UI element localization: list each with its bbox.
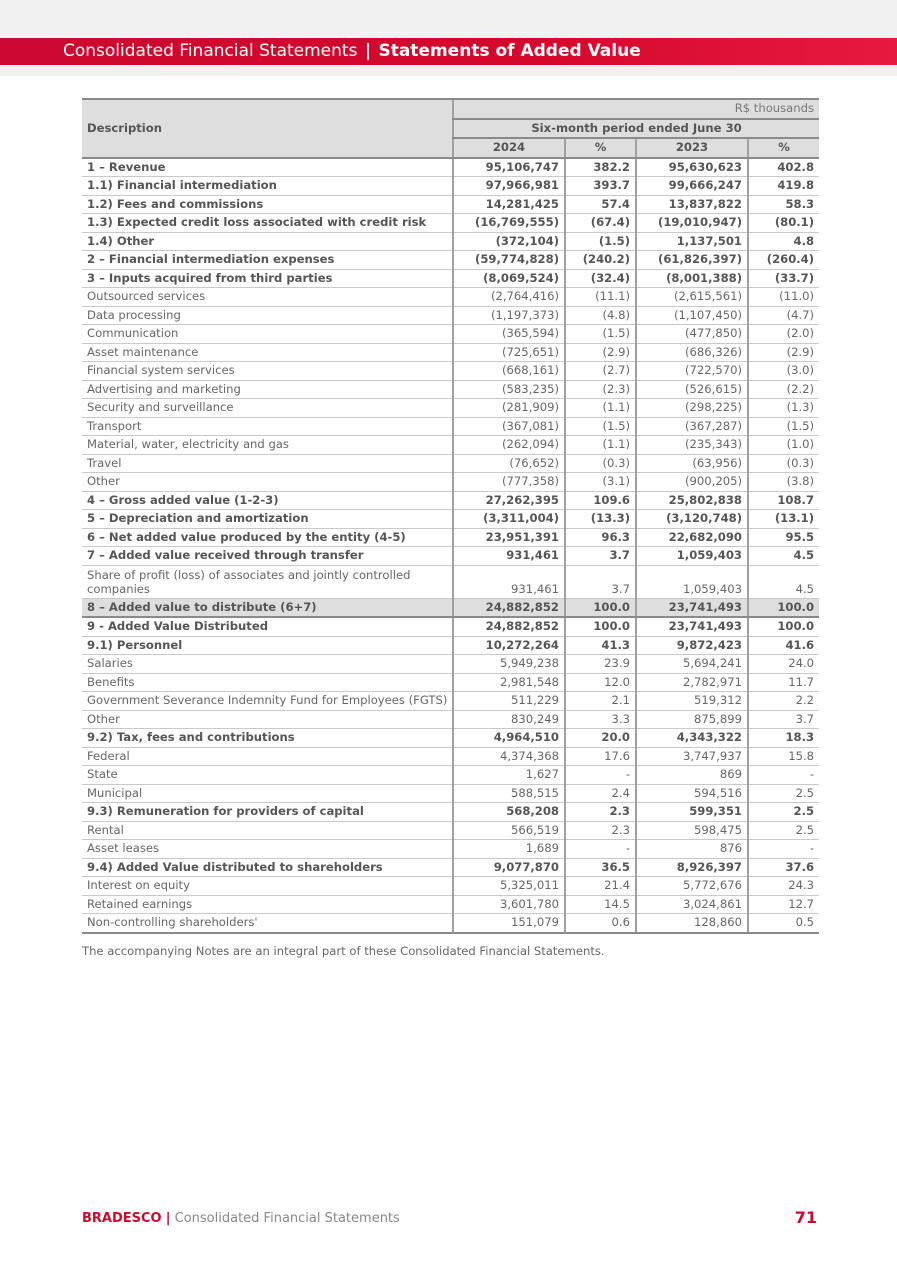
pct-2023: 12.7 xyxy=(748,895,819,914)
table-row xyxy=(82,269,819,288)
value-2023: 876 xyxy=(636,840,748,859)
row-label: Travel xyxy=(82,454,453,473)
table-row xyxy=(82,491,819,510)
value-2024: (668,161) xyxy=(453,362,565,381)
table-row xyxy=(82,729,819,748)
table-row xyxy=(82,692,819,711)
pct-2024: (2.9) xyxy=(565,343,636,362)
value-2023: (477,850) xyxy=(636,325,748,344)
value-2023: (1,107,450) xyxy=(636,306,748,325)
value-2023: (61,826,397) xyxy=(636,251,748,270)
value-2024: (367,081) xyxy=(453,417,565,436)
table-row xyxy=(82,784,819,803)
table-row xyxy=(82,710,819,729)
pct-2023: 0.5 xyxy=(748,914,819,933)
value-2024: 5,949,238 xyxy=(453,655,565,674)
footnote: The accompanying Notes are an integral part of these Consolidated Financial Statements. xyxy=(82,944,605,958)
table-row xyxy=(82,380,819,399)
value-2023: 99,666,247 xyxy=(636,177,748,196)
pct-2024: (32.4) xyxy=(565,269,636,288)
pct-2023: 11.7 xyxy=(748,673,819,692)
table-row xyxy=(82,473,819,492)
table-row xyxy=(82,821,819,840)
pct-2024: 3.7 xyxy=(565,547,636,566)
table-row xyxy=(82,288,819,307)
table-row xyxy=(82,528,819,547)
value-2024: (777,358) xyxy=(453,473,565,492)
pct-2023: 15.8 xyxy=(748,747,819,766)
pct-2024: 2.1 xyxy=(565,692,636,711)
table-row xyxy=(82,655,819,674)
pct-2024: 12.0 xyxy=(565,673,636,692)
value-2023: 13,837,822 xyxy=(636,195,748,214)
value-2023: 875,899 xyxy=(636,710,748,729)
pct-2024: 2.3 xyxy=(565,821,636,840)
value-2024: (281,909) xyxy=(453,399,565,418)
pct-2023: 4.5 xyxy=(748,547,819,566)
pct-2024: (1.5) xyxy=(565,325,636,344)
value-2024: 830,249 xyxy=(453,710,565,729)
value-2024: (372,104) xyxy=(453,232,565,251)
row-label: Other xyxy=(82,473,453,492)
table-row xyxy=(82,617,819,636)
value-2024: 3,601,780 xyxy=(453,895,565,914)
table-row xyxy=(82,306,819,325)
row-label: 1.3) Expected credit loss associated with credit risk xyxy=(82,214,453,233)
pct-2023: 41.6 xyxy=(748,636,819,655)
pct-2023: 24.3 xyxy=(748,877,819,896)
value-2024: 23,951,391 xyxy=(453,528,565,547)
table-row xyxy=(82,840,819,859)
col-header-2024: 2024 xyxy=(453,138,565,158)
value-2023: (686,326) xyxy=(636,343,748,362)
pct-2024: 3.3 xyxy=(565,710,636,729)
value-2024: (59,774,828) xyxy=(453,251,565,270)
pct-2024: (4.8) xyxy=(565,306,636,325)
footer-brand: BRADESCO xyxy=(82,1211,162,1226)
value-2023: (3,120,748) xyxy=(636,510,748,529)
value-2023: (19,010,947) xyxy=(636,214,748,233)
pct-2024: (1.5) xyxy=(565,417,636,436)
table-row xyxy=(82,343,819,362)
pct-2024: 17.6 xyxy=(565,747,636,766)
value-2024: (2,764,416) xyxy=(453,288,565,307)
table-row xyxy=(82,158,819,177)
row-label: Municipal xyxy=(82,784,453,803)
value-2024: 568,208 xyxy=(453,803,565,822)
pct-2024: (0.3) xyxy=(565,454,636,473)
pct-2023: (1.5) xyxy=(748,417,819,436)
value-2024: 511,229 xyxy=(453,692,565,711)
pct-2024: 0.6 xyxy=(565,914,636,933)
pct-2023: (3.8) xyxy=(748,473,819,492)
row-label: Rental xyxy=(82,821,453,840)
pct-2024: 2.3 xyxy=(565,803,636,822)
pct-2023: (1.0) xyxy=(748,436,819,455)
pct-2024: (11.1) xyxy=(565,288,636,307)
pct-2023: (11.0) xyxy=(748,288,819,307)
row-label: 1.2) Fees and commissions xyxy=(82,195,453,214)
pct-2023: - xyxy=(748,766,819,785)
value-2024: 97,966,981 xyxy=(453,177,565,196)
value-2023: 1,059,403 xyxy=(636,565,748,598)
value-2024: (8,069,524) xyxy=(453,269,565,288)
value-2023: 3,024,861 xyxy=(636,895,748,914)
pct-2023: 58.3 xyxy=(748,195,819,214)
table-row xyxy=(82,803,819,822)
value-2023: (298,225) xyxy=(636,399,748,418)
row-label: 1.1) Financial intermediation xyxy=(82,177,453,196)
row-label: 7 – Added value received through transfer xyxy=(82,547,453,566)
period-header: Six-month period ended June 30 xyxy=(453,119,819,139)
value-2024: 5,325,011 xyxy=(453,877,565,896)
section-banner xyxy=(0,38,897,65)
table-row xyxy=(82,325,819,344)
value-2024: 588,515 xyxy=(453,784,565,803)
pct-2023: 108.7 xyxy=(748,491,819,510)
value-2023: (63,956) xyxy=(636,454,748,473)
pct-2023: - xyxy=(748,840,819,859)
pct-2023: 3.7 xyxy=(748,710,819,729)
value-2024: 24,882,852 xyxy=(453,617,565,636)
value-2024: (16,769,555) xyxy=(453,214,565,233)
pct-2023: 2.5 xyxy=(748,803,819,822)
value-2023: 25,802,838 xyxy=(636,491,748,510)
pct-2023: (2.2) xyxy=(748,380,819,399)
pct-2024: - xyxy=(565,840,636,859)
pct-2024: (2.3) xyxy=(565,380,636,399)
table-row xyxy=(82,214,819,233)
added-value-table xyxy=(82,98,819,934)
row-label: 1.4) Other xyxy=(82,232,453,251)
value-2023: 1,137,501 xyxy=(636,232,748,251)
row-label: Other xyxy=(82,710,453,729)
col-header-pct-2024: % xyxy=(565,138,636,158)
pct-2023: 100.0 xyxy=(748,617,819,636)
pct-2024: 393.7 xyxy=(565,177,636,196)
row-label: Transport xyxy=(82,417,453,436)
pct-2023: (13.1) xyxy=(748,510,819,529)
row-label: Asset leases xyxy=(82,840,453,859)
value-2024: (365,594) xyxy=(453,325,565,344)
pct-2023: 4.5 xyxy=(748,565,819,598)
value-2023: 5,694,241 xyxy=(636,655,748,674)
table-row xyxy=(82,454,819,473)
pct-2023: 18.3 xyxy=(748,729,819,748)
value-2023: 2,782,971 xyxy=(636,673,748,692)
pct-2023: 95.5 xyxy=(748,528,819,547)
row-label: Share of profit (loss) of associates and jointly controlled companies xyxy=(82,565,453,598)
table-row xyxy=(82,598,819,617)
pct-2024: (13.3) xyxy=(565,510,636,529)
table-row xyxy=(82,417,819,436)
value-2023: 3,747,937 xyxy=(636,747,748,766)
value-2024: 931,461 xyxy=(453,547,565,566)
pct-2024: 2.4 xyxy=(565,784,636,803)
col-header-2023: 2023 xyxy=(636,138,748,158)
table-row xyxy=(82,877,819,896)
row-label: Outsourced services xyxy=(82,288,453,307)
pct-2023: 100.0 xyxy=(748,598,819,617)
pct-2024: 100.0 xyxy=(565,598,636,617)
row-label: 6 – Net added value produced by the entity (4-5) xyxy=(82,528,453,547)
pct-2023: 2.5 xyxy=(748,821,819,840)
unit-label: R$ thousands xyxy=(453,99,819,119)
footer-separator: | xyxy=(165,1211,171,1226)
pct-2023: (0.3) xyxy=(748,454,819,473)
row-label: Non-controlling shareholders' xyxy=(82,914,453,933)
value-2023: 519,312 xyxy=(636,692,748,711)
row-label: 5 – Depreciation and amortization xyxy=(82,510,453,529)
value-2023: 128,860 xyxy=(636,914,748,933)
table-row xyxy=(82,232,819,251)
banner-separator: | xyxy=(364,41,372,61)
value-2023: 869 xyxy=(636,766,748,785)
pct-2024: (1.5) xyxy=(565,232,636,251)
banner-section-title: Consolidated Financial Statements xyxy=(63,41,358,61)
table-row xyxy=(82,362,819,381)
row-label: 9.1) Personnel xyxy=(82,636,453,655)
pct-2024: 41.3 xyxy=(565,636,636,655)
value-2023: (722,570) xyxy=(636,362,748,381)
pct-2023: (260.4) xyxy=(748,251,819,270)
row-label: 2 – Financial intermediation expenses xyxy=(82,251,453,270)
table-body xyxy=(82,158,819,933)
value-2023: (367,287) xyxy=(636,417,748,436)
value-2023: 23,741,493 xyxy=(636,617,748,636)
pct-2024: 3.7 xyxy=(565,565,636,598)
value-2024: 566,519 xyxy=(453,821,565,840)
footer-title: Consolidated Financial Statements xyxy=(174,1211,400,1226)
value-2024: (3,311,004) xyxy=(453,510,565,529)
pct-2023: (3.0) xyxy=(748,362,819,381)
value-2024: (725,651) xyxy=(453,343,565,362)
pct-2023: 2.2 xyxy=(748,692,819,711)
value-2024: 14,281,425 xyxy=(453,195,565,214)
row-label: Benefits xyxy=(82,673,453,692)
pct-2023: 24.0 xyxy=(748,655,819,674)
table-row xyxy=(82,895,819,914)
value-2023: 594,516 xyxy=(636,784,748,803)
row-label: 9 - Added Value Distributed xyxy=(82,617,453,636)
pct-2024: (67.4) xyxy=(565,214,636,233)
pct-2024: 23.9 xyxy=(565,655,636,674)
pct-2023: 37.6 xyxy=(748,858,819,877)
row-label: Interest on equity xyxy=(82,877,453,896)
row-label: 3 – Inputs acquired from third parties xyxy=(82,269,453,288)
value-2024: (583,235) xyxy=(453,380,565,399)
table-row xyxy=(82,436,819,455)
page-number: 71 xyxy=(794,1208,817,1227)
value-2023: 22,682,090 xyxy=(636,528,748,547)
row-label: Retained earnings xyxy=(82,895,453,914)
row-label: 9.2) Tax, fees and contributions xyxy=(82,729,453,748)
value-2023: 4,343,322 xyxy=(636,729,748,748)
table-row xyxy=(82,399,819,418)
table-row xyxy=(82,177,819,196)
value-2024: 9,077,870 xyxy=(453,858,565,877)
value-2023: 5,772,676 xyxy=(636,877,748,896)
pct-2023: (4.7) xyxy=(748,306,819,325)
col-header-pct-2023: % xyxy=(748,138,819,158)
value-2023: (526,615) xyxy=(636,380,748,399)
row-label: State xyxy=(82,766,453,785)
row-label: Salaries xyxy=(82,655,453,674)
pct-2024: 96.3 xyxy=(565,528,636,547)
row-label: 8 – Added value to distribute (6+7) xyxy=(82,598,453,617)
pct-2024: 36.5 xyxy=(565,858,636,877)
table-row xyxy=(82,510,819,529)
table-row xyxy=(82,251,819,270)
page-footer xyxy=(82,1208,817,1227)
row-label: Government Severance Indemnity Fund for Employees (FGTS) xyxy=(82,692,453,711)
pct-2024: 21.4 xyxy=(565,877,636,896)
value-2024: 95,106,747 xyxy=(453,158,565,177)
pct-2023: 2.5 xyxy=(748,784,819,803)
value-2024: 1,689 xyxy=(453,840,565,859)
pct-2023: (2.9) xyxy=(748,343,819,362)
value-2023: 23,741,493 xyxy=(636,598,748,617)
pct-2023: (80.1) xyxy=(748,214,819,233)
value-2023: 9,872,423 xyxy=(636,636,748,655)
row-label: 4 – Gross added value (1-2-3) xyxy=(82,491,453,510)
table-row xyxy=(82,858,819,877)
pct-2024: 20.0 xyxy=(565,729,636,748)
row-label: 9.3) Remuneration for providers of capital xyxy=(82,803,453,822)
value-2023: 8,926,397 xyxy=(636,858,748,877)
value-2024: (262,094) xyxy=(453,436,565,455)
pct-2023: (1.3) xyxy=(748,399,819,418)
pct-2023: (33.7) xyxy=(748,269,819,288)
row-label: Data processing xyxy=(82,306,453,325)
pct-2023: 419.8 xyxy=(748,177,819,196)
pct-2024: 100.0 xyxy=(565,617,636,636)
row-label: 1 – Revenue xyxy=(82,158,453,177)
value-2023: (8,001,388) xyxy=(636,269,748,288)
row-label: Security and surveillance xyxy=(82,399,453,418)
value-2023: 95,630,623 xyxy=(636,158,748,177)
value-2024: 4,374,368 xyxy=(453,747,565,766)
pct-2024: (240.2) xyxy=(565,251,636,270)
value-2023: 598,475 xyxy=(636,821,748,840)
value-2024: 151,079 xyxy=(453,914,565,933)
pct-2023: 402.8 xyxy=(748,158,819,177)
value-2023: 1,059,403 xyxy=(636,547,748,566)
pct-2024: (2.7) xyxy=(565,362,636,381)
value-2024: 1,627 xyxy=(453,766,565,785)
pct-2024: - xyxy=(565,766,636,785)
banner-subtitle: Statements of Added Value xyxy=(378,41,641,61)
pct-2023: (2.0) xyxy=(748,325,819,344)
pct-2024: 57.4 xyxy=(565,195,636,214)
pct-2024: 109.6 xyxy=(565,491,636,510)
row-label: Financial system services xyxy=(82,362,453,381)
description-header: Description xyxy=(82,99,453,158)
value-2024: (76,652) xyxy=(453,454,565,473)
row-label: Advertising and marketing xyxy=(82,380,453,399)
value-2024: 27,262,395 xyxy=(453,491,565,510)
table-row xyxy=(82,636,819,655)
value-2024: 24,882,852 xyxy=(453,598,565,617)
pct-2024: (1.1) xyxy=(565,436,636,455)
table-row xyxy=(82,673,819,692)
row-label: Asset maintenance xyxy=(82,343,453,362)
value-2024: (1,197,373) xyxy=(453,306,565,325)
value-2023: (900,205) xyxy=(636,473,748,492)
table-row xyxy=(82,547,819,566)
row-label: Federal xyxy=(82,747,453,766)
row-label: Communication xyxy=(82,325,453,344)
table-row xyxy=(82,565,819,598)
table-row xyxy=(82,766,819,785)
value-2024: 931,461 xyxy=(453,565,565,598)
pct-2024: (1.1) xyxy=(565,399,636,418)
value-2023: (2,615,561) xyxy=(636,288,748,307)
value-2024: 10,272,264 xyxy=(453,636,565,655)
table-row xyxy=(82,914,819,933)
value-2023: (235,343) xyxy=(636,436,748,455)
table-row xyxy=(82,747,819,766)
table-row xyxy=(82,195,819,214)
pct-2024: 382.2 xyxy=(565,158,636,177)
value-2024: 2,981,548 xyxy=(453,673,565,692)
row-label: Material, water, electricity and gas xyxy=(82,436,453,455)
pct-2023: 4.8 xyxy=(748,232,819,251)
value-2023: 599,351 xyxy=(636,803,748,822)
value-2024: 4,964,510 xyxy=(453,729,565,748)
pct-2024: 14.5 xyxy=(565,895,636,914)
row-label: 9.4) Added Value distributed to shareholders xyxy=(82,858,453,877)
pct-2024: (3.1) xyxy=(565,473,636,492)
